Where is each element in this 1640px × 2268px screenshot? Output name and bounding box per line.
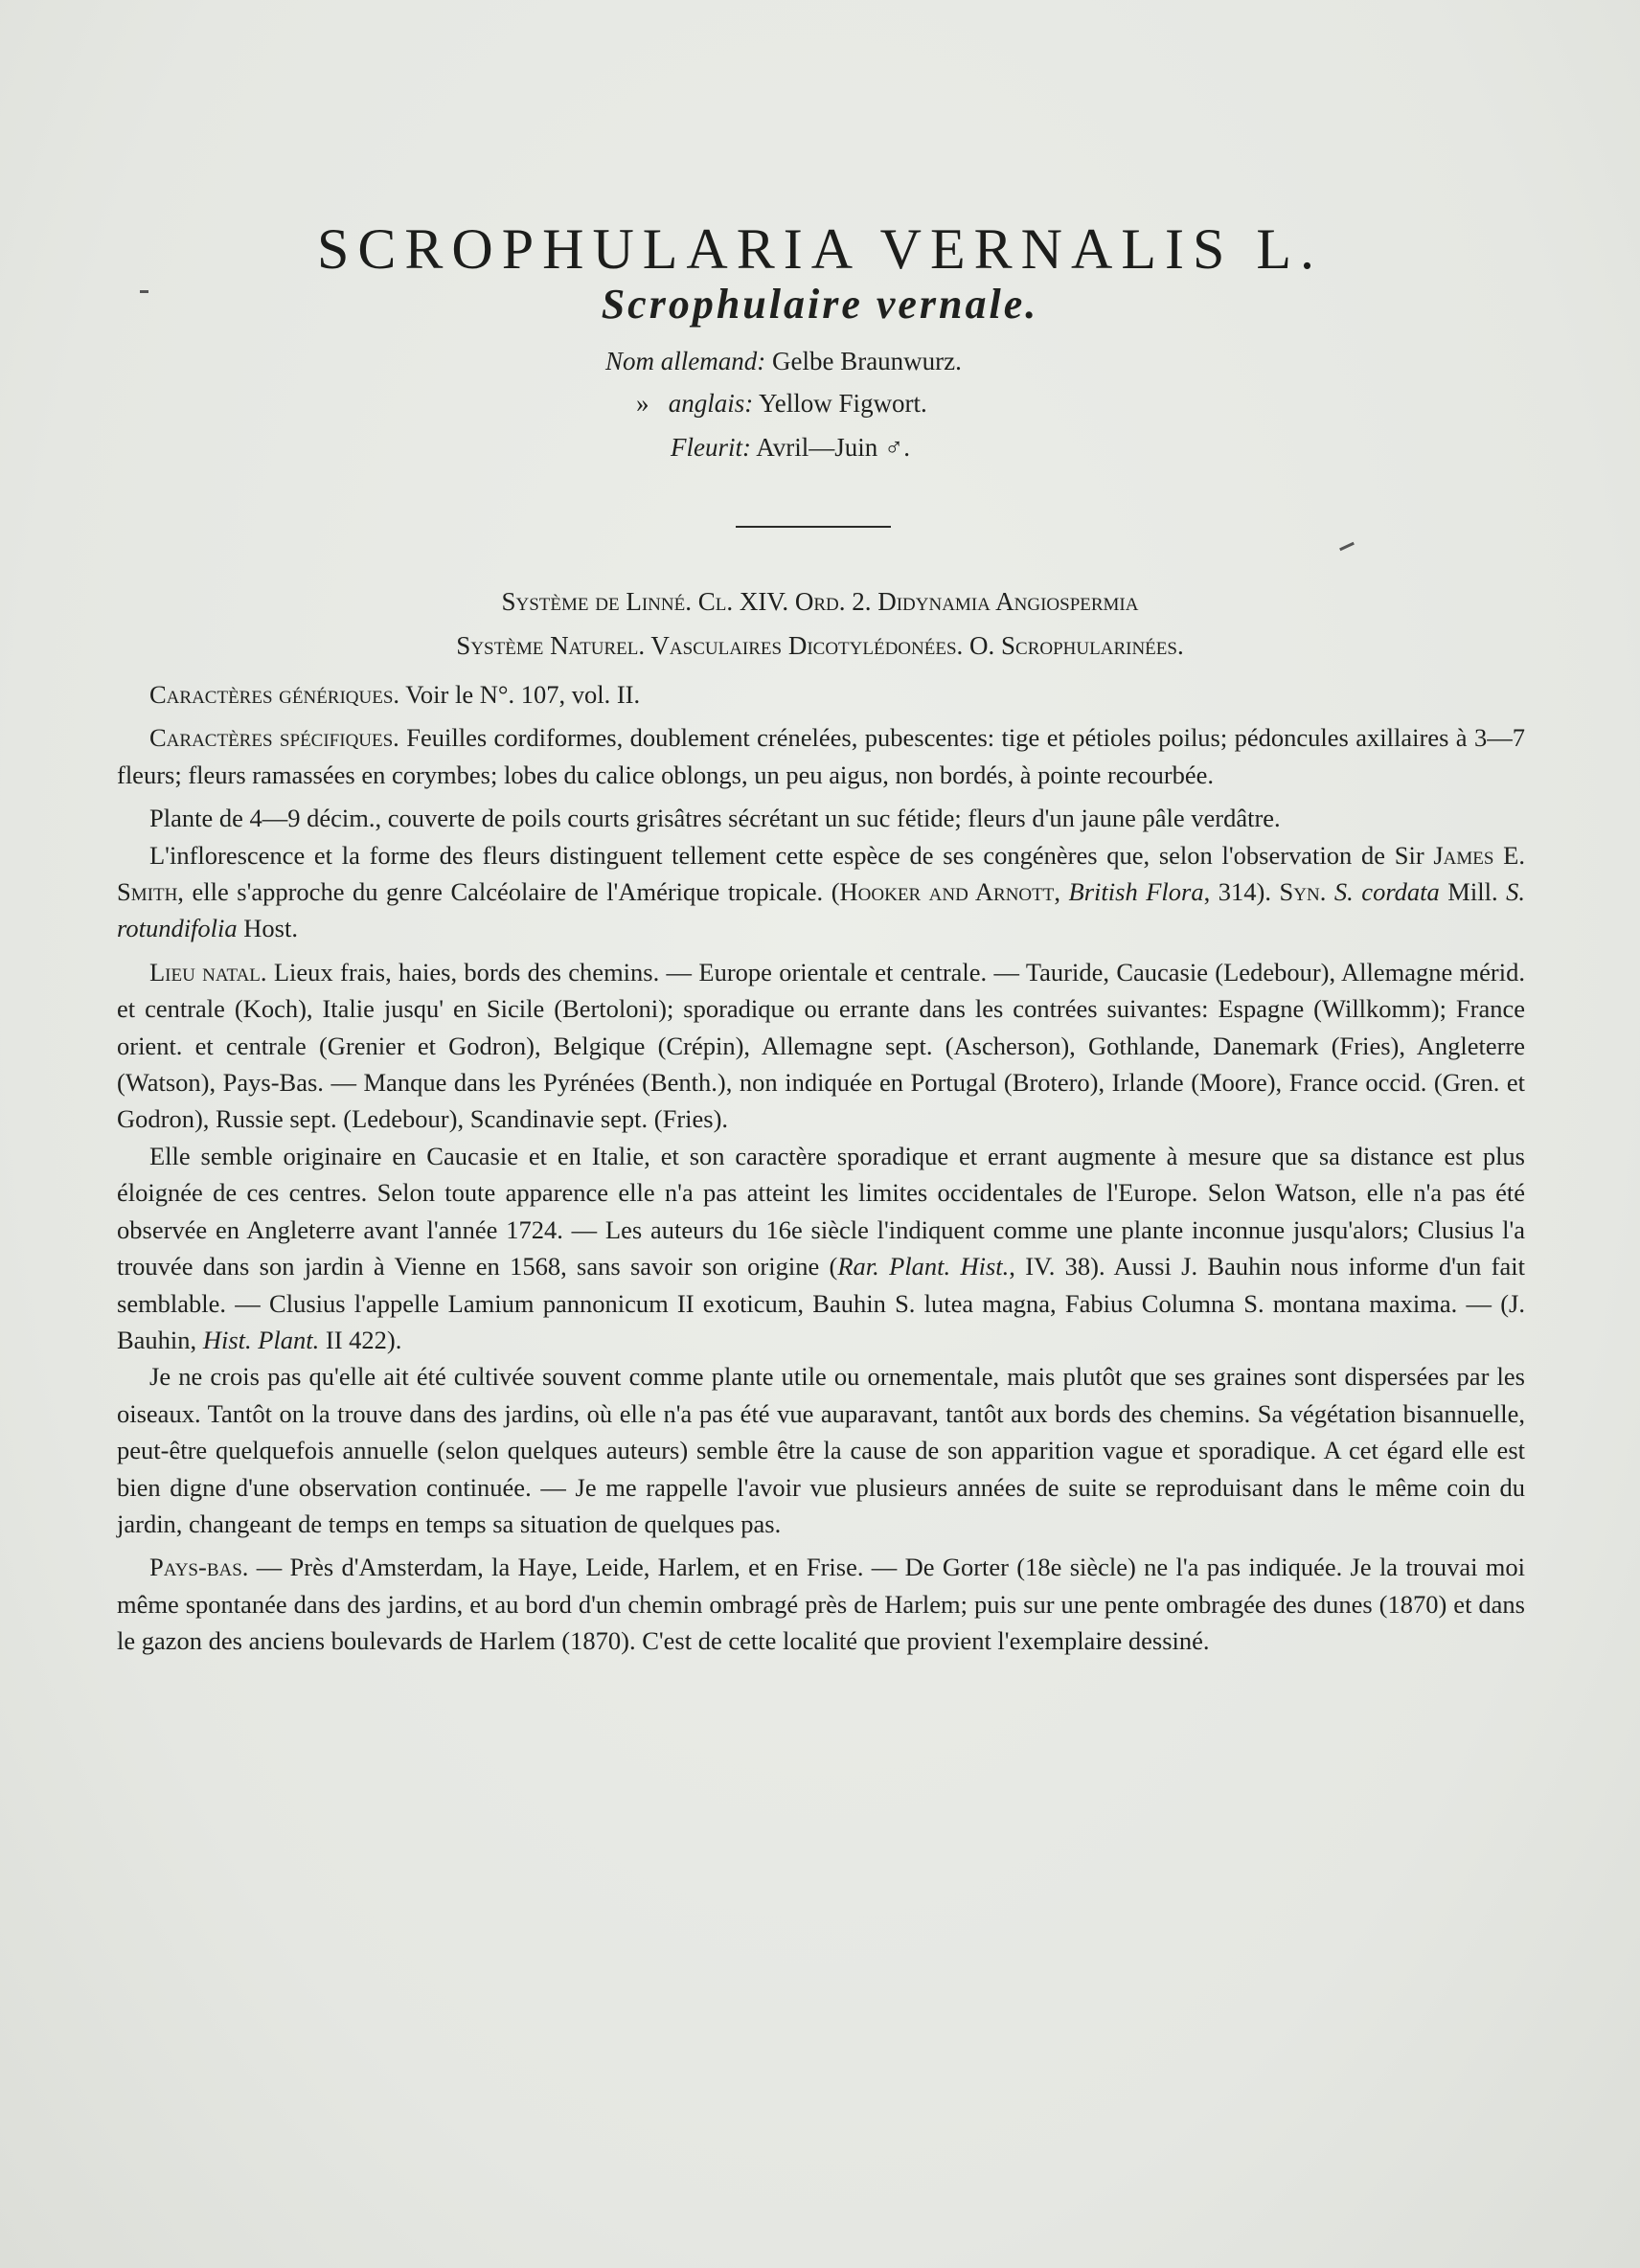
work-rar-plant-hist: Rar. Plant. Hist. bbox=[837, 1252, 1010, 1281]
flowering-line bbox=[671, 433, 910, 463]
habitat-paragraph bbox=[117, 954, 1525, 1138]
page-title: SCROPHULARIA VERNALIS L. bbox=[317, 217, 1323, 281]
ink-speck bbox=[1339, 542, 1355, 551]
work-hist-plant: Hist. Plant. bbox=[202, 1325, 320, 1354]
habitat-label: Lieu natal. bbox=[149, 957, 267, 987]
ditto-mark: » bbox=[636, 389, 649, 418]
generic-characters bbox=[117, 676, 1525, 713]
infl-text-a: L'inflorescence et la forme des fleurs distinguent tellement cette espèce de ses congénères que, selon l'observation de Sir bbox=[149, 840, 1434, 870]
system-linne: Système de Linné. Cl. XIV. Ord. 2. Didynamia Angiospermia bbox=[501, 587, 1139, 616]
ink-speck bbox=[140, 290, 148, 293]
origin-text-a: Elle semble originaire en Caucasie et en Italie, et son caractère sporadique et errant augmente à mesure que sa distance est plus éloignée de ces centres. Selon toute apparence elle n'a pas atteint les limites occidentales de l'Europe. Selon Watson, elle n'a pas été observée en Angleterre avant l'année 1724. — Les auteurs du 16e siècle l'indiquent comme une plante inconnue jusqu'alors; Clusius l'a trouvée dans son jardin à Vienne en 1568, sans savoir son origine ( bbox=[117, 1141, 1525, 1281]
infl-text-f: Mill. bbox=[1439, 877, 1507, 907]
synonym-cordata: S. cordata bbox=[1333, 877, 1440, 907]
synonym-rotundifolia: S. rotundifolia bbox=[117, 877, 1526, 943]
origin-text-c: II 422). bbox=[319, 1325, 402, 1354]
author-hooker-arnott: Hooker and Arnott bbox=[839, 877, 1055, 907]
english-name-value: Yellow Figwort. bbox=[753, 389, 927, 418]
infl-text-e bbox=[1326, 877, 1334, 906]
cultivation-paragraph: Je ne crois pas qu'elle ait été cultivée souvent comme plante utile ou ornementale, mais plutôt que ses graines sont dispersées par les oiseaux. Tantôt on la trouve dans des jardins, où elle n'a pas été vue auparavant, tantôt aux bords des chemins. Sa végétation bisannuelle, peut-être quelquefois annuelle (selon quelques auteurs) semble être la cause de son apparition vague et sporadique. A cet égard elle est bien digne d'une observation continuée. — Je me rappelle l'avoir vue plusieurs années de suite se reproduisant dans le même coin du jardin, changeant de temps en temps sa situation de quelques pas. bbox=[117, 1362, 1525, 1538]
infl-text-c: , bbox=[1054, 877, 1069, 907]
infl-text-g: Host. bbox=[237, 914, 298, 943]
german-name-value: Gelbe Braunwurz. bbox=[765, 347, 962, 375]
english-name-line bbox=[636, 389, 927, 419]
plant-description: Plante de 4—9 décim., couverte de poils courts grisâtres sécrétant un suc fétide; fleurs d'un jaune pâle verdâtre. bbox=[149, 804, 1281, 833]
synonym-label: Syn. bbox=[1279, 877, 1327, 907]
german-name-label: Nom allemand: bbox=[605, 347, 766, 375]
generic-label: Caractères génériques. bbox=[149, 680, 400, 709]
main-text bbox=[117, 676, 1525, 1667]
netherlands-text: — Près d'Amsterdam, la Haye, Leide, Harlem, et en Frise. — De Gorter (18e siècle) ne l'a pas indiquée. Je la trouvai moi même spontanée dans des jardins, et au bord d'un chemin ombragé près de Harlem; puis sur une pente ombragée des dunes (1870) et dans le gazon des anciens boulevards de Harlem (1870). C'est de cette localité que provient l'exemplaire dessiné. bbox=[117, 1553, 1525, 1656]
german-name-line bbox=[605, 347, 962, 376]
netherlands-paragraph bbox=[117, 1549, 1525, 1659]
flowering-value: Avril—Juin ♂. bbox=[750, 433, 910, 462]
divider-rule bbox=[736, 526, 891, 528]
system-natural: Système Naturel. Vasculaires Dicotylédonées. O. Scrophularinées. bbox=[456, 631, 1184, 660]
specific-text: Feuilles cordiformes, doublement crénelées, pubescentes: tige et pétioles poilus; pédoncules axillaires à 3—7 fleurs; fleurs ramassées en corymbes; lobes du calice oblongs, un peu aigus, non bordés, à pointe recourbée. bbox=[117, 723, 1525, 789]
netherlands-label: Pays-bas. bbox=[149, 1553, 249, 1582]
page-subtitle: Scrophulaire vernale. bbox=[601, 281, 1039, 328]
specific-label: Caractères spécifiques. bbox=[149, 723, 399, 753]
author-smith: James E. Smith bbox=[117, 840, 1525, 907]
infl-text-b: , elle s'approche du genre Calcéolaire de l'Amérique tropicale. ( bbox=[177, 877, 840, 907]
generic-text: Voir le N°. 107, vol. II. bbox=[399, 680, 641, 709]
infl-text-d: , 314). bbox=[1203, 877, 1280, 907]
specific-characters bbox=[117, 719, 1525, 793]
inflorescence-paragraph bbox=[117, 837, 1525, 947]
english-name-label: anglais: bbox=[668, 389, 754, 418]
origin-text-b: , IV. 38). Aussi J. Bauhin nous informe d'un fait semblable. — Clusius l'appelle Lamium pannonicum II exoticum, Bauhin S. lutea magna, Fabius Columna S. montana maxima. — (J. Bauhin, bbox=[117, 1252, 1525, 1354]
origin-paragraph bbox=[117, 1138, 1525, 1358]
habitat-text: Lieux frais, haies, bords des chemins. — Europe orientale et centrale. — Tauride, Caucasie (Ledebour), Allemagne mérid. et centrale (Koch), Italie jusqu' en Sicile (Bertoloni); sporadique ou errante dans les contrées suivantes: Espagne (Willkomm); France orient. et centrale (Grenier et Godron), Belgique (Crépin), Allemagne sept. (Ascherson), Gothlande, Danemark (Fries), Angleterre (Watson), Pays-Bas. — Manque dans les Pyrénées (Benth.), non indiquée en Portugal (Brotero), Irlande (Moore), France occid. (Gren. et Godron), Russie sept. (Ledebour), Scandinavie sept. (Fries). bbox=[117, 957, 1525, 1134]
work-british-flora: British Flora bbox=[1068, 877, 1204, 907]
flowering-label: Fleurit: bbox=[671, 433, 751, 462]
